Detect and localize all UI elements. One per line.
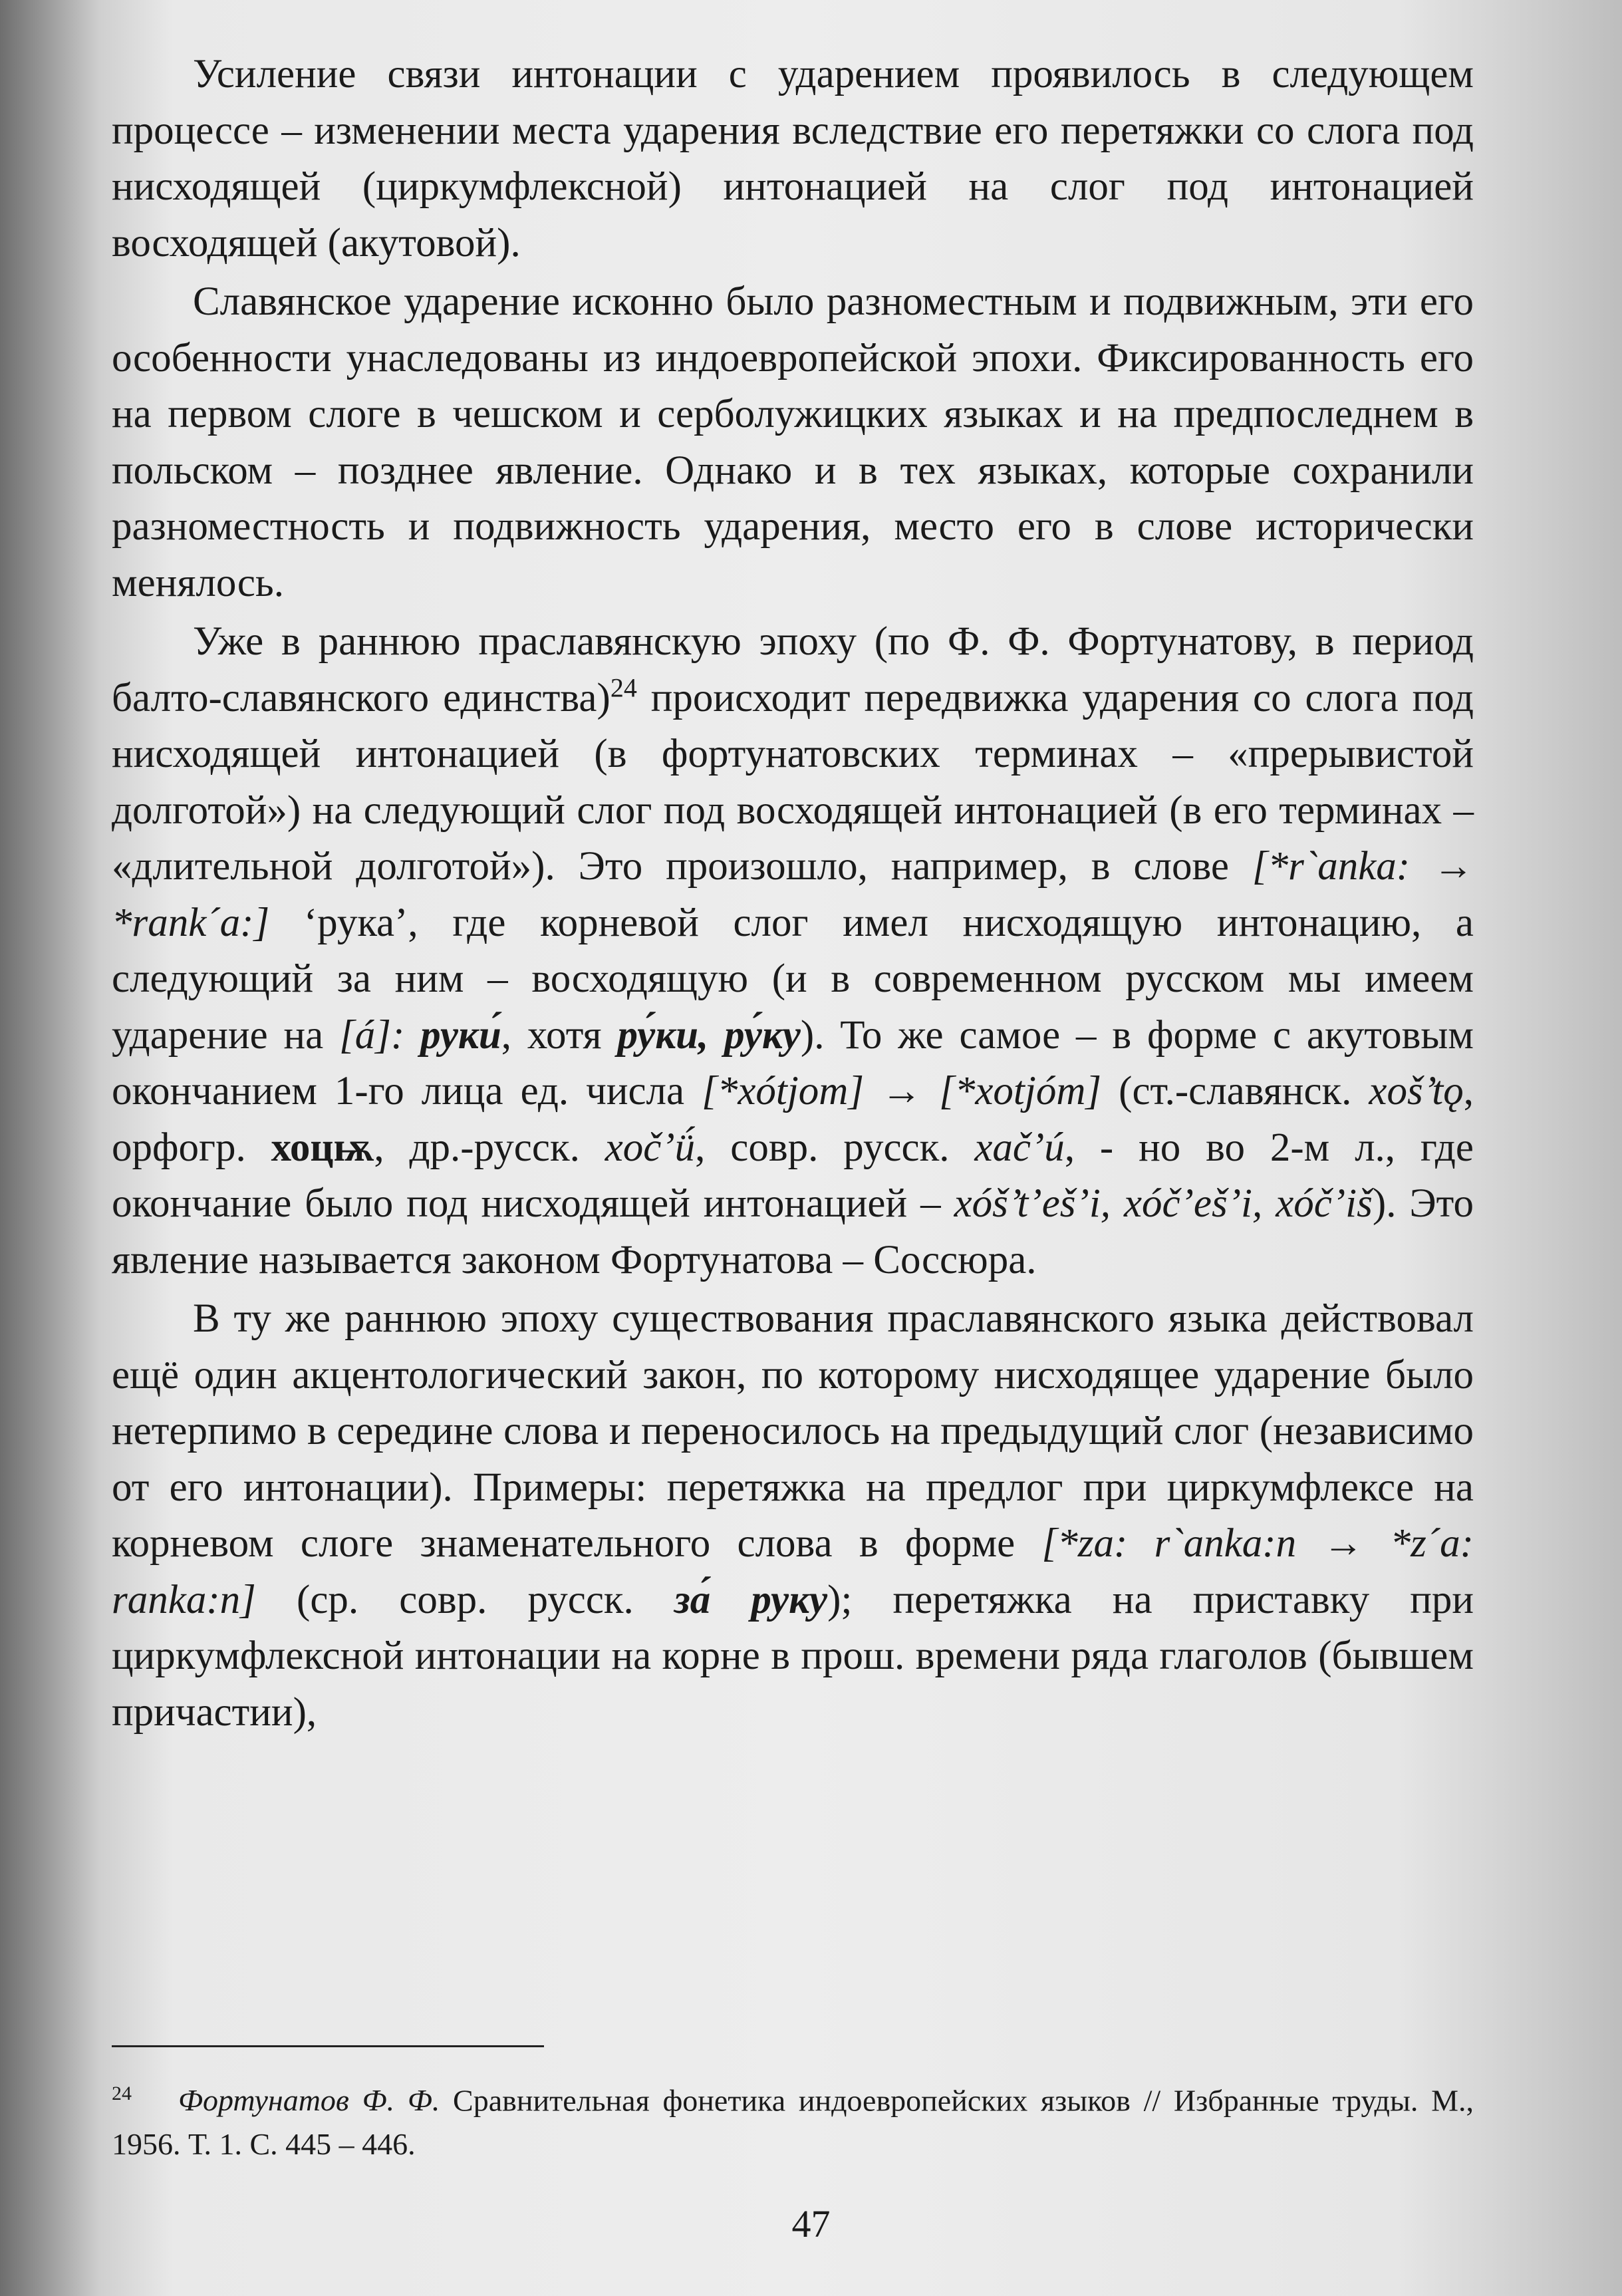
footnote-ref[interactable]: 24: [610, 672, 637, 703]
text-run: В ту же раннюю эпоху существования праславянского языка действовал ещё один акцентологический закон, по которому нисходящее ударение было нетерпимо в середине слова и переносилось на предыдущий слог (независимо от его интонации). Примеры: перетяжка на предлог при циркумфлексе на корневом слоге знаменательного слова в форме: [112, 1296, 1474, 1566]
old-church-slavonic-word: хоцѭ: [271, 1125, 374, 1170]
example-form: xač’ú: [974, 1125, 1065, 1170]
text-run: ‘рука’, где корневой слог имел нисходящую интонацию, а следующий за ним – восходящую (и в современном русском мы имеем ударение на: [112, 900, 1474, 1058]
text-run: ). Это явление называется законом Фортунатова – Соссюра.: [112, 1181, 1474, 1282]
footnote: [112, 2072, 1474, 2166]
footnote-number: 24: [112, 2082, 132, 2104]
example-form: [á]:: [339, 1012, 405, 1058]
example-word: за́ руку: [674, 1577, 828, 1622]
example-form: [*za: r`anka:n → *z´a: ranka:n]: [112, 1521, 1474, 1622]
footnote-text: Сравнительная фонетика индоевропейских языков // Избранные труды. М., 1956. Т. 1. С. 445 – 446.: [112, 2083, 1474, 2162]
footnote-author: Фортунатов Ф. Ф.: [178, 2083, 440, 2118]
example-form: [*r`anka: → *rank´a:]: [112, 844, 1474, 945]
example-word: ру́ки, ру́ку: [617, 1012, 801, 1058]
example-form: xoč’ǘ: [605, 1125, 696, 1170]
text-run: происходит передвижка ударения со слога под нисходящей интонацией (в фортунатовских терминах – «прерывистой долготой») на следующий слог под восходящей интонацией (в его терминах – «длительной долготой»). Это произошло, например, в слове: [112, 675, 1474, 889]
page-body: [112, 47, 1474, 1743]
text-run: , совр. русск.: [695, 1125, 975, 1170]
paragraph-text: Усиление связи интонации с ударением проявилось в следующем процессе – изменении места ударения вследствие его перетяжки со слога под нисходящей (циркумфлексной) интонацией на слог под интонацией восходящей (акутовой).: [112, 52, 1474, 265]
paragraph-3: [112, 614, 1474, 1288]
text-run: (ср. совр. русск.: [255, 1577, 674, 1622]
paragraph-text: Славянское ударение исконно было разноместным и подвижным, эти его особенности унаследованы из индоевропейской эпохи. Фиксированность его на первом слоге в чешском и серболужицких языках и на предпоследнем в польском – позднее явление. Однако и в тех языках, которые сохранили разноместность и подвижность ударения, место его в слове исторически менялось.: [112, 279, 1474, 605]
text-run: , хотя: [501, 1012, 618, 1058]
text-run: Уже в раннюю праславянскую эпоху (по Ф. Ф. Фортунатову, в период балто-славянского единства): [112, 619, 1474, 720]
text-run: , др.-русск.: [374, 1125, 605, 1170]
text-run: (ст.-славянск.: [1101, 1069, 1369, 1113]
paragraph-4: [112, 1291, 1474, 1741]
example-form: xóš’t’eš’i, xóč’eš’i, xóč’iš: [954, 1181, 1373, 1226]
page-number: 47: [791, 2202, 831, 2245]
text-run: ); перетяжка на приставку при циркумфлексной интонации на корне в прош. времени ряда глаголов (бывшем причастии),: [112, 1577, 1474, 1735]
text-run: , орфогр.: [112, 1069, 1474, 1170]
paragraph-1: [112, 47, 1474, 271]
text-run: , - но во 2-м л., где окончание было под нисходящей интонацией –: [112, 1125, 1474, 1226]
example-form: [*xótjom] → [*xotjóm]: [702, 1069, 1102, 1113]
example-form: xoš’tǫ: [1369, 1069, 1464, 1113]
text-run: ). То же самое – в форме с акутовым окончанием 1-го лица ед. числа: [112, 1012, 1474, 1113]
paragraph-2: [112, 274, 1474, 611]
example-word: руки́: [420, 1012, 501, 1058]
footnote-divider: [112, 2045, 544, 2047]
